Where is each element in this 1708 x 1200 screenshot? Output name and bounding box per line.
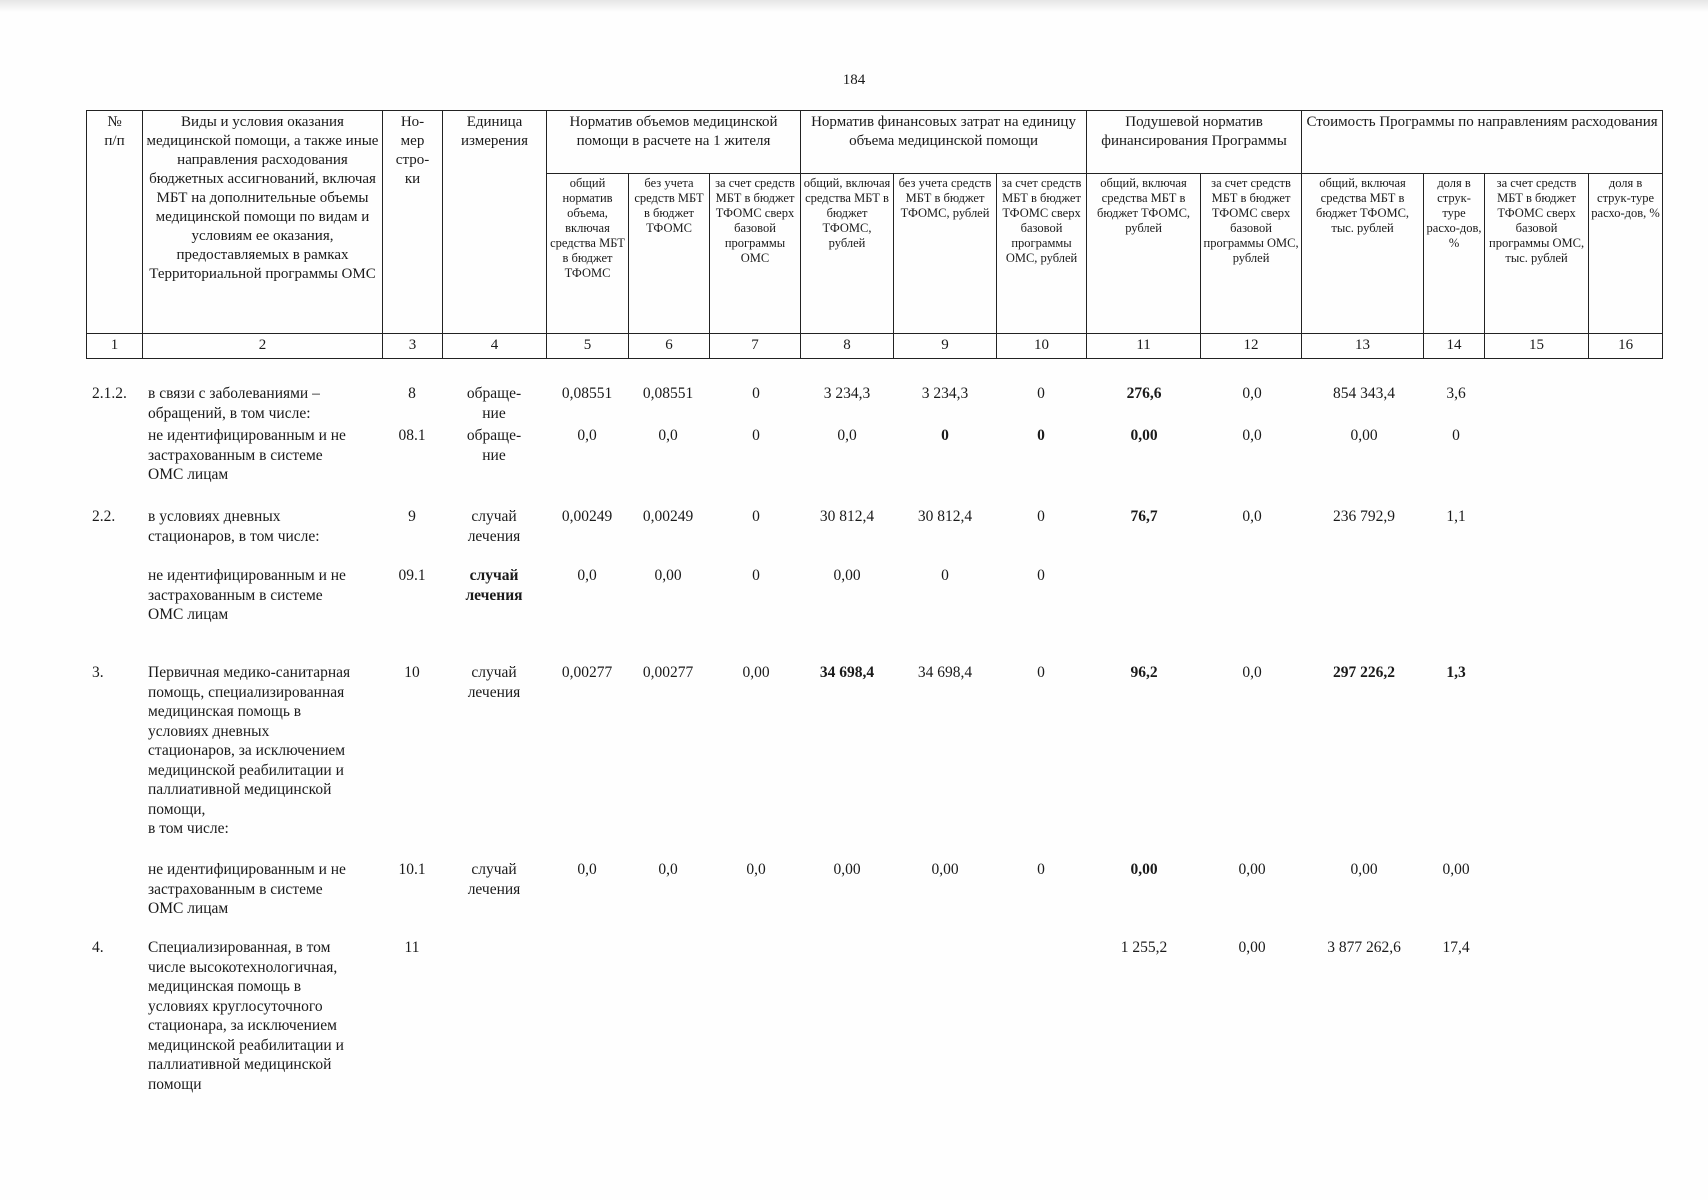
row-value-14: 0,00 xyxy=(1442,861,1470,878)
row-unit: обраще- ние xyxy=(466,385,522,422)
header-col-1: № п/п xyxy=(87,111,143,334)
row-unit: случай лечения xyxy=(467,861,521,898)
column-number: 1 xyxy=(87,334,143,359)
row-value-8: 0,00 xyxy=(833,567,861,584)
row-value-11: 1 255,2 xyxy=(1120,939,1168,956)
header-col-2: Виды и условия оказания медицинской помощи, а также иные направления расходования бюджетных ассигнований, включая МБТ на дополнительные объемы медицинской помощи по видам и условиям ее оказания, предоставляемых в рамках Территориальной программы ОМС xyxy=(143,111,383,334)
row-value-10: 0 xyxy=(1037,385,1045,402)
scan-edge xyxy=(0,0,1708,12)
header-sub-6: без учета средств МБТ в бюджет ТФОМС xyxy=(629,174,710,334)
header-sub-14: доля в струк-туре расхо-дов, % xyxy=(1424,174,1485,334)
row-value-13: 236 792,9 xyxy=(1333,508,1395,525)
row-value-8: 0,00 xyxy=(833,861,861,878)
header-col-3: Но- мер стро- ки xyxy=(383,111,443,334)
row-value-12: 0,0 xyxy=(1242,385,1262,402)
row-value-9: 0 xyxy=(941,567,949,584)
row-unit: случай лечения xyxy=(465,567,523,604)
row-number: 2.1.2. xyxy=(92,385,127,402)
row-value-11: 0,00 xyxy=(1130,427,1158,444)
column-number: 6 xyxy=(629,334,710,359)
row-value-7: 0 xyxy=(752,385,760,402)
row-value-6: 0,0 xyxy=(658,427,678,444)
table-header xyxy=(86,110,1663,359)
row-name: Первичная медико-санитарная помощь, специализированная медицинская помощь в условиях дневных стационаров, за исключением медицинской реабилитации и паллиативной медицинской помощи, в том числе: xyxy=(148,664,351,837)
header-sub-5: общий норматив объема, включая средства МБТ в бюджет ТФОМС xyxy=(547,174,629,334)
row-value-6: 0,00277 xyxy=(642,664,694,681)
row-value-8: 30 812,4 xyxy=(819,508,875,525)
row-value-11: 76,7 xyxy=(1130,508,1158,525)
header-sub-16: доля в струк-туре расхо-дов, % xyxy=(1589,174,1663,334)
row-line-number: 11 xyxy=(404,939,420,956)
header-number-row xyxy=(87,334,1663,359)
row-value-13: 3 877 262,6 xyxy=(1327,939,1401,956)
row-unit: случай лечения xyxy=(467,664,521,701)
row-value-9: 30 812,4 xyxy=(917,508,973,525)
row-value-12: 0,0 xyxy=(1242,508,1262,525)
column-number: 3 xyxy=(383,334,443,359)
row-value-6: 0,00249 xyxy=(642,508,694,525)
row-value-5: 0,0 xyxy=(577,861,597,878)
header-group-program: Стоимость Программы по направлениям расходования xyxy=(1302,111,1663,174)
column-number: 16 xyxy=(1589,334,1663,359)
row-value-8: 34 698,4 xyxy=(819,664,875,681)
column-number: 12 xyxy=(1201,334,1302,359)
row-number: 4. xyxy=(92,939,104,956)
row-value-5: 0,08551 xyxy=(561,385,613,402)
row-value-10: 0 xyxy=(1037,508,1045,525)
row-line-number: 8 xyxy=(408,385,416,402)
row-line-number: 10.1 xyxy=(398,861,426,878)
row-name: в связи с заболеваниями – обращений, в том числе: xyxy=(148,385,320,422)
column-number: 5 xyxy=(547,334,629,359)
row-value-10: 0 xyxy=(1037,567,1045,584)
header-group-volume: Норматив объемов медицинской помощи в расчете на 1 жителя xyxy=(547,111,801,174)
row-line-number: 08.1 xyxy=(398,427,426,444)
row-value-13: 297 226,2 xyxy=(1333,664,1395,681)
row-value-13: 0,00 xyxy=(1350,861,1378,878)
row-name: не идентифицированным и не застрахованным в системе ОМС лицам xyxy=(148,427,346,483)
header-sub-15: за счет средств МБТ в бюджет ТФОМС сверх базовой программы ОМС, тыс. рублей xyxy=(1485,174,1589,334)
row-value-7: 0,00 xyxy=(742,664,770,681)
header-sub-11: общий, включая средства МБТ в бюджет ТФОМС, рублей xyxy=(1087,174,1201,334)
column-number: 14 xyxy=(1424,334,1485,359)
column-number: 7 xyxy=(710,334,801,359)
row-value-13: 0,00 xyxy=(1350,427,1378,444)
row-value-12: 0,00 xyxy=(1238,939,1266,956)
row-name: Специализированная, в том числе высокотехнологичная, медицинская помощь в условиях круглосуточного стационара, за исключением медицинской реабилитации и паллиативной медицинской помощи xyxy=(148,939,344,1093)
row-value-10: 0 xyxy=(1037,427,1045,444)
header-sub-12: за счет средств МБТ в бюджет ТФОМС сверх базовой программы ОМС, рублей xyxy=(1201,174,1302,334)
row-value-12: 0,00 xyxy=(1238,861,1266,878)
header-group-percapita: Подушевой норматив финансирования Программы xyxy=(1087,111,1302,174)
row-value-9: 0 xyxy=(941,427,949,444)
row-value-10: 0 xyxy=(1037,664,1045,681)
row-name: в условиях дневных стационаров, в том числе: xyxy=(148,508,320,545)
row-value-5: 0,0 xyxy=(577,567,597,584)
row-value-5: 0,00277 xyxy=(561,664,613,681)
row-value-14: 0 xyxy=(1452,427,1460,444)
row-value-9: 0,00 xyxy=(931,861,959,878)
row-value-10: 0 xyxy=(1037,861,1045,878)
row-value-7: 0 xyxy=(752,508,760,525)
row-name: не идентифицированным и не застрахованным в системе ОМС лицам xyxy=(148,861,346,917)
row-value-12: 0,0 xyxy=(1242,427,1262,444)
row-value-8: 0,0 xyxy=(837,427,857,444)
row-value-5: 0,0 xyxy=(577,427,597,444)
header-group-cost: Норматив финансовых затрат на единицу объема медицинской помощи xyxy=(801,111,1087,174)
row-value-14: 1,1 xyxy=(1446,508,1466,525)
row-value-6: 0,0 xyxy=(658,861,678,878)
row-number: 2.2. xyxy=(92,508,116,525)
row-value-13: 854 343,4 xyxy=(1333,385,1395,402)
row-unit: обраще- ние xyxy=(466,427,522,464)
column-number: 4 xyxy=(443,334,547,359)
row-value-6: 0,00 xyxy=(654,567,682,584)
row-value-12: 0,0 xyxy=(1242,664,1262,681)
row-value-14: 1,3 xyxy=(1446,664,1466,681)
header-col-4: Единица измерения xyxy=(443,111,547,334)
row-value-8: 3 234,3 xyxy=(823,385,871,402)
row-value-11: 276,6 xyxy=(1126,385,1162,402)
row-number: 3. xyxy=(92,664,104,681)
row-name: не идентифицированным и не застрахованным в системе ОМС лицам xyxy=(148,567,346,623)
row-value-11: 96,2 xyxy=(1130,664,1158,681)
row-line-number: 09.1 xyxy=(398,567,426,584)
row-value-6: 0,08551 xyxy=(642,385,694,402)
row-value-7: 0,0 xyxy=(746,861,766,878)
header-sub-8: общий, включая средства МБТ в бюджет ТФОМС, рублей xyxy=(801,174,894,334)
row-line-number: 9 xyxy=(408,508,416,525)
column-number: 15 xyxy=(1485,334,1589,359)
row-value-14: 3,6 xyxy=(1446,385,1466,402)
column-number: 10 xyxy=(997,334,1087,359)
header-sub-10: за счет средств МБТ в бюджет ТФОМС сверх базовой программы ОМС, рублей xyxy=(997,174,1087,334)
row-value-7: 0 xyxy=(752,567,760,584)
column-number: 8 xyxy=(801,334,894,359)
row-line-number: 10 xyxy=(404,664,420,681)
header-sub-13: общий, включая средства МБТ в бюджет ТФОМС, тыс. рублей xyxy=(1302,174,1424,334)
row-value-9: 3 234,3 xyxy=(921,385,969,402)
row-value-5: 0,00249 xyxy=(561,508,613,525)
row-value-14: 17,4 xyxy=(1442,939,1470,956)
row-unit: случай лечения xyxy=(467,508,521,545)
column-number: 9 xyxy=(894,334,997,359)
page-number: 184 xyxy=(842,72,866,88)
row-value-9: 34 698,4 xyxy=(917,664,973,681)
header-sub-7: за счет средств МБТ в бюджет ТФОМС сверх базовой программы ОМС xyxy=(710,174,801,334)
column-number: 2 xyxy=(143,334,383,359)
column-number: 11 xyxy=(1087,334,1201,359)
column-number: 13 xyxy=(1302,334,1424,359)
row-value-7: 0 xyxy=(752,427,760,444)
row-value-11: 0,00 xyxy=(1130,861,1158,878)
header-sub-9: без учета средств МБТ в бюджет ТФОМС, рублей xyxy=(894,174,997,334)
